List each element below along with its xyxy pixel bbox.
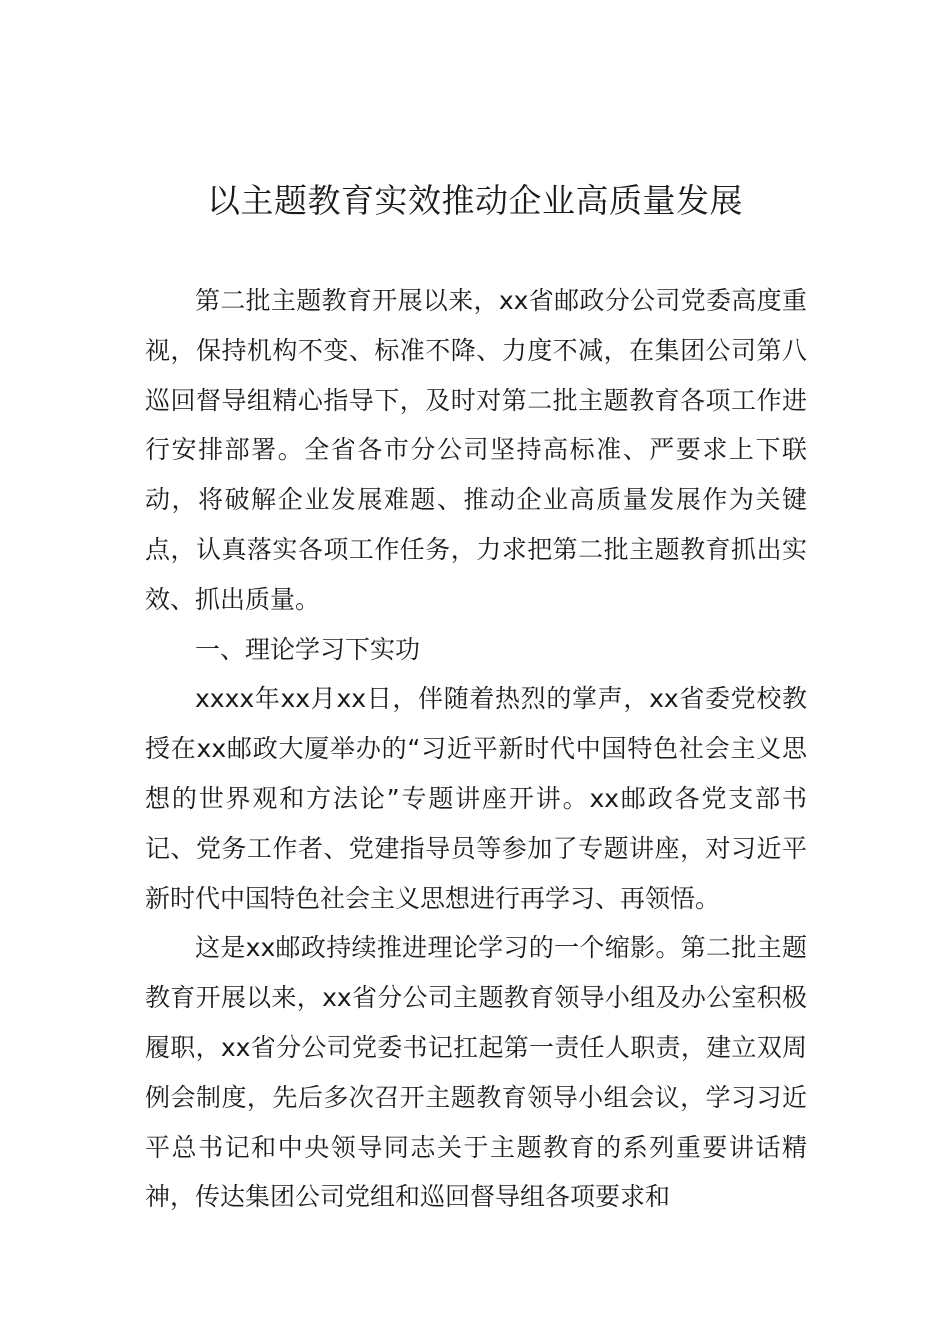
section-heading-1: 一、理论学习下实功 [195,634,421,664]
paragraph-intro: 第二批主题教育开展以来，xx省邮政分公司党委高度重视，保持机构不变、标准不降、力度不减，在集团公司第八巡回督导组精心指导下，及时对第二批主题教育各项工作进行安排部署。全省各市分公司坚持高标准、严要求上下联动，将破解企业发展难题、推动企业高质量发展作为关键点，认真落实各项工作任务，力求把第二批主题教育抓出实效、抓出质量。 [145,286,807,614]
document-body [145,276,807,1222]
paragraph-lecture: xxxx年xx月xx日，伴随着热烈的掌声，xx省委党校教授在xx邮政大厦举办的“习近平新时代中国特色社会主义思想的世界观和方法论”专题讲座开讲。xx邮政各党支部书记、党务工作者、党建指导员等参加了专题讲座，对习近平新时代中国特色社会主义思想进行再学习、再领悟。 [145,684,807,913]
paragraph-study: 这是xx邮政持续推进理论学习的一个缩影。第二批主题教育开展以来，xx省分公司主题教育领导小组及办公室积极履职，xx省分公司党委书记扛起第一责任人职责，建立双周例会制度，先后多次召开主题教育领导小组会议，学习习近平总书记和中央领导同志关于主题教育的系列重要讲话精神，传达集团公司党组和巡回督导组各项要求和 [145,933,807,1212]
document-title: 以主题教育实效推动企业高质量发展 [207,181,743,220]
